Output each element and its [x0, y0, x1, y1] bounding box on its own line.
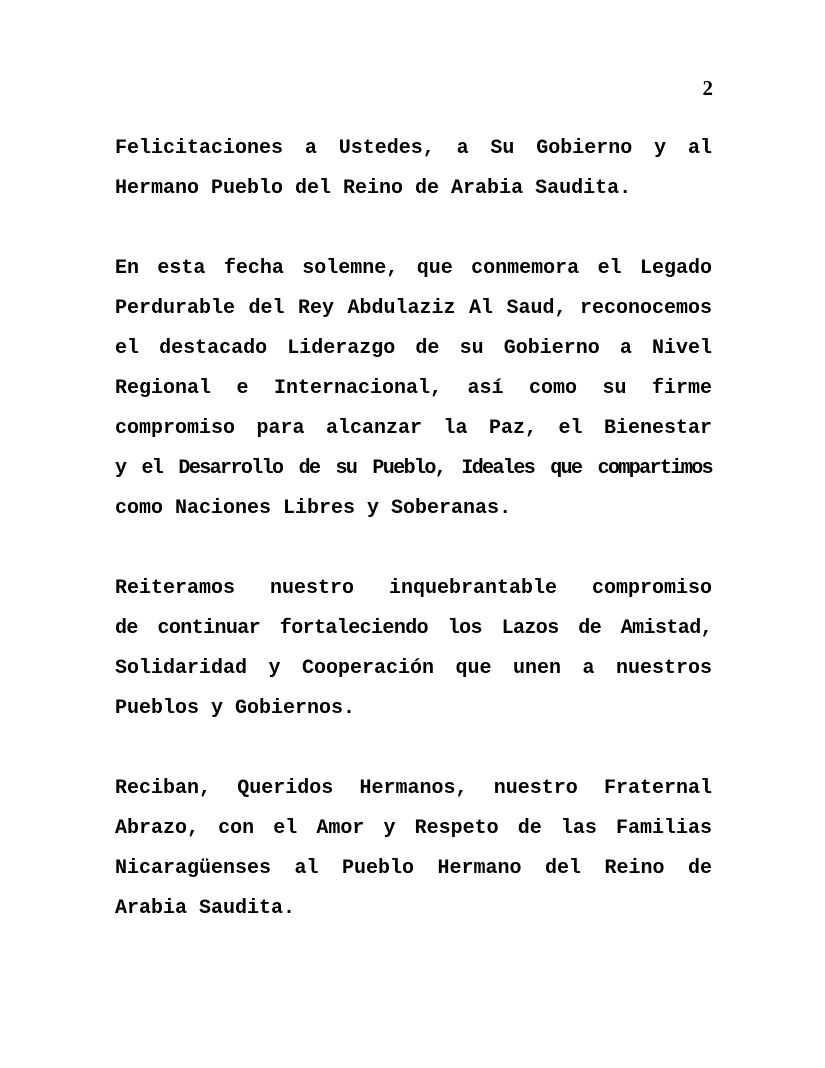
text-line: Regional e Internacional, así como su firme	[115, 377, 712, 400]
text-line: el destacado Liderazgo de su Gobierno a Nivel	[115, 337, 712, 360]
text-line: Arabia Saudita.	[115, 897, 296, 920]
text-line: Hermano Pueblo del Reino de Arabia Saudita.	[115, 177, 632, 200]
text-line: como Naciones Libres y Soberanas.	[115, 497, 512, 520]
text-line: y el Desarrollo de su Pueblo, Ideales que compartimos	[115, 457, 712, 480]
text-line: Perdurable del Rey Abdulaziz Al Saud, reconocemos	[115, 297, 712, 320]
text-line: Reciban, Queridos Hermanos, nuestro Fraternal	[115, 777, 712, 800]
text-line: En esta fecha solemne, que conmemora el Legado	[115, 257, 712, 280]
paragraph-greeting	[115, 129, 712, 209]
text-line: compromiso para alcanzar la Paz, el Bienestar	[115, 417, 712, 440]
text-line: de continuar fortaleciendo los Lazos de Amistad,	[115, 617, 712, 640]
text-line: Pueblos y Gobiernos.	[115, 697, 356, 720]
text-line: Felicitaciones a Ustedes, a Su Gobierno y al	[115, 137, 712, 160]
paragraph-commitment	[115, 569, 712, 729]
paragraph-closing	[115, 769, 712, 929]
paragraph-commemoration	[115, 249, 712, 529]
text-line: Nicaragüenses al Pueblo Hermano del Reino de	[115, 857, 712, 880]
text-line: Solidaridad y Cooperación que unen a nuestros	[115, 657, 712, 680]
letter-body	[115, 129, 712, 929]
text-line: Abrazo, con el Amor y Respeto de las Familias	[115, 817, 712, 840]
text-line: Reiteramos nuestro inquebrantable compromiso	[115, 577, 712, 600]
page-number: 2	[702, 76, 713, 100]
